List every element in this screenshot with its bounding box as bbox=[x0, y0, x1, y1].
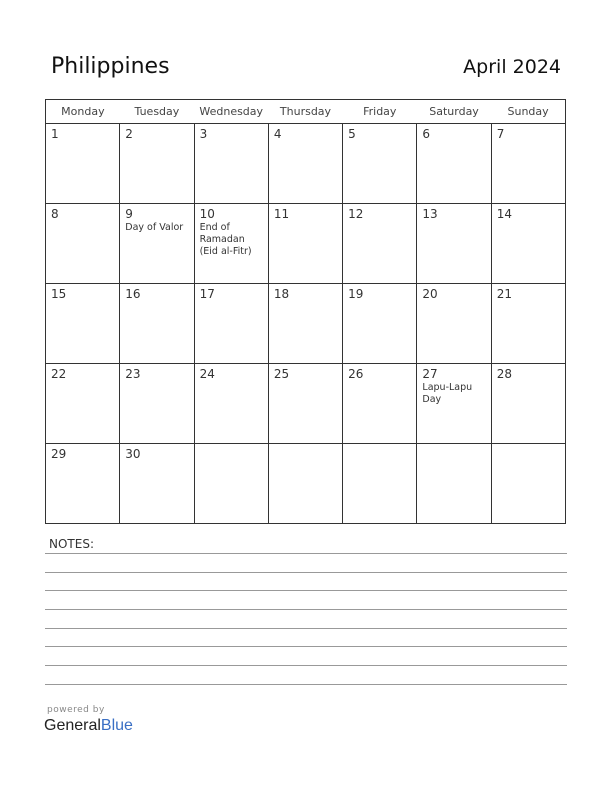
day-number: 21 bbox=[496, 287, 512, 301]
day-cell[interactable] bbox=[417, 124, 491, 204]
day-number: 24 bbox=[199, 367, 215, 381]
weekday-header: Tuesday bbox=[120, 100, 194, 124]
day-cell[interactable] bbox=[120, 204, 194, 284]
day-number: 1 bbox=[51, 127, 59, 141]
note-line bbox=[45, 609, 567, 610]
day-cell[interactable] bbox=[491, 364, 565, 444]
day-cell[interactable] bbox=[417, 284, 491, 364]
page-title: Philippines bbox=[51, 54, 170, 79]
day-cell bbox=[194, 444, 268, 524]
day-cell[interactable] bbox=[194, 284, 268, 364]
day-number: 6 bbox=[422, 127, 431, 141]
week-row bbox=[46, 444, 566, 524]
week-row bbox=[46, 284, 566, 364]
day-cell[interactable] bbox=[343, 364, 417, 444]
weekday-header: Thursday bbox=[268, 100, 342, 124]
day-cell[interactable] bbox=[46, 364, 120, 444]
day-number: 27 bbox=[422, 367, 438, 381]
day-cell[interactable] bbox=[343, 124, 417, 204]
day-cell[interactable] bbox=[268, 284, 342, 364]
month-year: April 2024 bbox=[463, 56, 561, 78]
day-number: 26 bbox=[348, 367, 364, 381]
holiday-label: Lapu-Lapu Day bbox=[422, 382, 473, 405]
note-line bbox=[45, 590, 567, 591]
day-number: 7 bbox=[496, 127, 505, 141]
day-cell[interactable] bbox=[46, 204, 120, 284]
brand-general: General bbox=[44, 717, 101, 734]
day-number: 25 bbox=[273, 367, 290, 381]
day-number: 8 bbox=[51, 207, 59, 221]
weekday-header: Sunday bbox=[491, 100, 565, 124]
day-cell[interactable] bbox=[417, 204, 491, 284]
day-number: 12 bbox=[348, 207, 364, 221]
day-cell[interactable] bbox=[46, 284, 120, 364]
note-line bbox=[45, 553, 567, 554]
day-number: 4 bbox=[273, 127, 282, 141]
notes-label: NOTES: bbox=[49, 537, 94, 551]
day-cell[interactable] bbox=[343, 204, 417, 284]
day-number: 23 bbox=[125, 367, 141, 381]
day-cell[interactable] bbox=[120, 124, 194, 204]
day-cell[interactable] bbox=[46, 124, 120, 204]
note-line bbox=[45, 628, 567, 629]
brand-logo[interactable] bbox=[44, 717, 133, 735]
holiday-label: End of Ramadan (Eid al-Fitr) bbox=[199, 222, 252, 257]
day-number: 10 bbox=[199, 207, 215, 221]
day-cell bbox=[491, 444, 565, 524]
day-cell[interactable] bbox=[491, 204, 565, 284]
day-cell bbox=[268, 444, 342, 524]
week-row bbox=[46, 124, 566, 204]
day-number: 28 bbox=[496, 367, 512, 381]
calendar-grid bbox=[45, 99, 566, 524]
day-cell[interactable] bbox=[120, 284, 194, 364]
powered-by-text: powered by bbox=[47, 705, 105, 715]
weekday-header: Friday bbox=[343, 100, 417, 124]
weekday-header-row bbox=[46, 100, 566, 124]
week-row bbox=[46, 204, 566, 284]
day-number: 14 bbox=[496, 207, 512, 221]
day-cell[interactable] bbox=[194, 364, 268, 444]
brand-blue: Blue bbox=[100, 717, 133, 734]
weekday-header: Wednesday bbox=[194, 100, 268, 124]
day-cell bbox=[343, 444, 417, 524]
holiday-label: Day of Valor bbox=[125, 222, 184, 233]
day-cell[interactable] bbox=[46, 444, 120, 524]
day-cell[interactable] bbox=[491, 284, 565, 364]
day-number: 19 bbox=[348, 287, 364, 301]
day-number: 9 bbox=[125, 207, 133, 221]
day-cell[interactable] bbox=[268, 124, 342, 204]
day-cell[interactable] bbox=[120, 444, 194, 524]
day-cell[interactable] bbox=[120, 364, 194, 444]
day-number: 18 bbox=[273, 287, 290, 301]
day-cell[interactable] bbox=[491, 124, 565, 204]
day-number: 22 bbox=[51, 367, 67, 381]
day-cell[interactable] bbox=[268, 364, 342, 444]
day-cell[interactable] bbox=[417, 364, 491, 444]
day-cell[interactable] bbox=[268, 204, 342, 284]
day-cell[interactable] bbox=[194, 124, 268, 204]
day-cell[interactable] bbox=[194, 204, 268, 284]
note-line bbox=[45, 646, 567, 647]
note-line bbox=[45, 665, 567, 666]
day-number: 15 bbox=[51, 287, 67, 301]
note-line bbox=[45, 572, 567, 573]
weekday-header: Saturday bbox=[417, 100, 491, 124]
day-number: 2 bbox=[125, 127, 133, 141]
day-cell bbox=[417, 444, 491, 524]
day-number: 29 bbox=[51, 447, 67, 461]
day-number: 17 bbox=[199, 287, 215, 301]
day-number: 5 bbox=[348, 127, 356, 141]
weekday-header: Monday bbox=[46, 100, 120, 124]
day-number: 16 bbox=[125, 287, 141, 301]
note-line bbox=[45, 684, 567, 685]
week-row bbox=[46, 364, 566, 444]
day-number: 30 bbox=[125, 447, 141, 461]
day-number: 20 bbox=[422, 287, 438, 301]
day-number: 13 bbox=[422, 207, 438, 221]
day-number: 3 bbox=[199, 127, 208, 141]
day-number: 11 bbox=[273, 207, 290, 221]
day-cell[interactable] bbox=[343, 284, 417, 364]
